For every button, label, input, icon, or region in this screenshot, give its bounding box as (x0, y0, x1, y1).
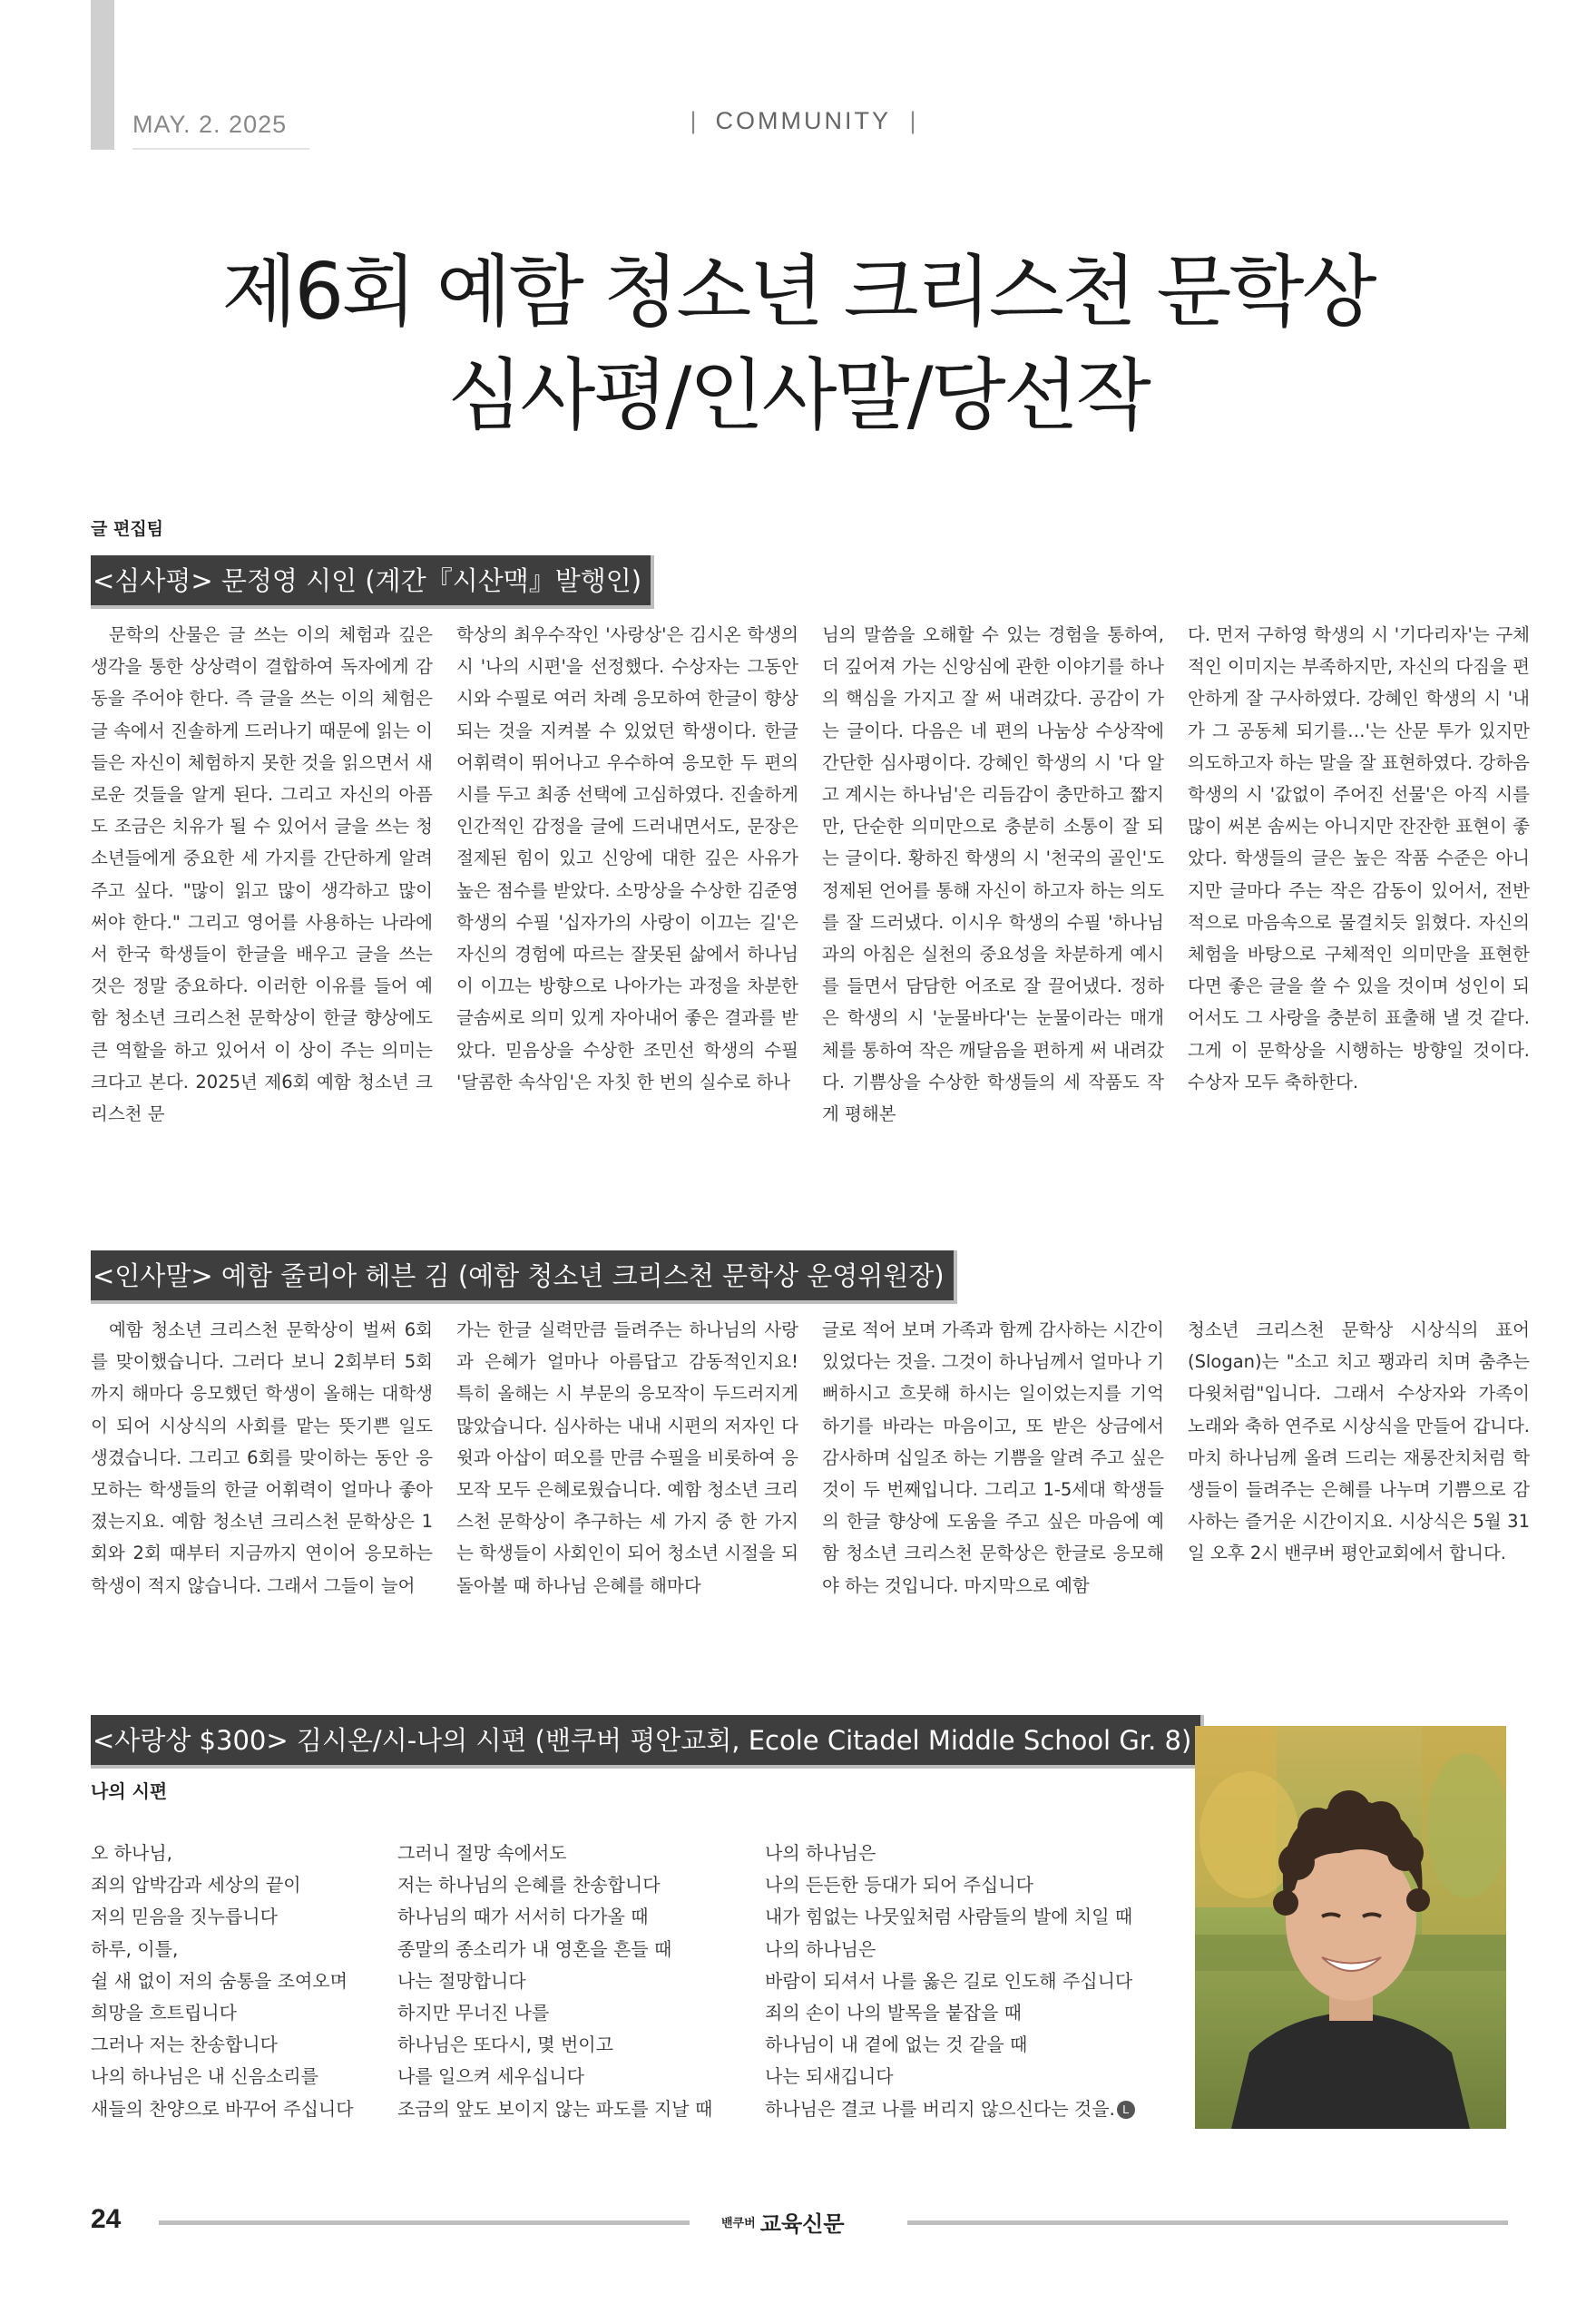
article-title (0, 240, 1596, 447)
poem-line: 나의 하나님은 (765, 1937, 876, 1960)
poem-line: 하나님의 때가 서서히 다가올 때 (397, 1906, 649, 1928)
footer-rule-left (159, 2220, 690, 2225)
greeting-body (91, 1314, 1530, 1602)
issue-date: MAY. 2. 2025 (132, 111, 288, 138)
poem-stanza-column (765, 1838, 1182, 2125)
winner-photo (1195, 1726, 1506, 2129)
poem-line: 저는 하나님의 은혜를 찬송합니다 (397, 1874, 661, 1897)
winner-heading: <사랑상 $300> 김시온/시-나의 시편 (밴쿠버 평안교회, Ecole Citadel Middle School Gr. 8) (91, 1715, 1204, 1769)
poem-line: 나의 하나님은 (765, 1842, 876, 1864)
review-column: 문학의 산물은 글 쓰는 이의 체험과 깊은 생각을 통한 상상력이 결합하여 독자에게 감동을 주어야 한다. 즉 글을 쓰는 이의 체험은 글 속에서 진솔하게 드러나기 때문에 읽는 이들은 자신이 체험하지 못한 것을 읽으면서 새로운 것들을 알게 된다. 그리고 자신의 아픔도 조금은 치유가 될 수 있어서 글을 쓰는 청소년들에게 중요한 세 가지를 간단하게 알려 주고 싶다. "많이 읽고 많이 생각하고 많이 써야 한다." 그리고 영어를 사용하는 나라에서 한국 학생들이 한글을 배우고 글을 쓰는 것은 정말 중요하다. 이러한 이유를 들어 예함 청소년 크리스천 문학상이 한글 향상에도 큰 역할을 하고 있어서 이 상이 주는 의미는 크다고 본다. 2025년 제6회 예함 청소년 크리스천 문 (91, 624, 433, 1125)
date-underline (132, 148, 309, 150)
poem-line: 조금의 앞도 보이지 않는 파도를 지날 때 (397, 2097, 713, 2120)
poem-title: 나의 시편 (91, 1780, 168, 1802)
poem-line: 희망을 흐트립니다 (91, 2002, 237, 2024)
poem-line: 내가 힘없는 나뭇잎처럼 사람들의 발에 치일 때 (765, 1906, 1133, 1928)
byline: 글 편집팀 (91, 519, 164, 539)
poem-line: 하지만 무너진 나를 (397, 2002, 550, 2024)
section-name: COMMUNITY (715, 107, 891, 134)
newspaper-logo (721, 2206, 885, 2238)
greeting-column: 가는 한글 실력만큼 들려주는 하나님의 사랑과 은혜가 얼마나 아름답고 감동적인지요! 특히 올해는 시 부문의 응모작이 두드러지게 많았습니다. 심사하는 내내 시편의 저자인 다윗과 아삽이 떠오를 만큼 수필을 비롯하여 응모작 모두 은혜로웠습니다. 예함 청소년 크리스천 문학상이 추구하는 세 가지 중 한 가지는 학생들이 사회인이 되어 청소년 시절을 되돌아볼 때 하나님 은혜를 해마다 (456, 1319, 798, 1596)
review-body (91, 619, 1530, 1130)
header-accent-bar (91, 0, 114, 150)
poem-line: 종말의 종소리가 내 영혼을 흔들 때 (397, 1937, 672, 1960)
poem-line: 나의 든든한 등대가 되어 주십니다 (765, 1874, 1033, 1897)
poem-line: 새들의 찬양으로 바꾸어 주십니다 (91, 2097, 354, 2120)
poem-line: 나는 되새깁니다 (765, 2065, 894, 2088)
footer-rule-right (907, 2220, 1508, 2225)
article-end-icon: L (1117, 2101, 1135, 2119)
review-heading: <심사평> 문정영 시인 (계간『시산맥』발행인) (91, 555, 654, 609)
poem-line: 나는 절망합니다 (397, 1969, 526, 1992)
title-line-2: 심사평/인사말/당선작 (447, 350, 1149, 441)
poem-line: 오 하나님, (91, 1842, 172, 1864)
poem-stanza-column (91, 1838, 397, 2125)
poem-line: 바람이 되셔서 나를 옳은 길로 인도해 주십니다 (765, 1969, 1133, 1992)
logo-name: 교육신문 (759, 2211, 845, 2237)
poem-line: 죄의 손이 나의 발목을 붙잡을 때 (765, 2002, 1022, 2024)
greeting-column: 글로 적어 보며 가족과 함께 감사하는 시간이 있었다는 것을. 그것이 하나님께서 얼마나 기뻐하시고 흐뭇해 하시는 일이었는지를 기억하기를 바라는 마음이고, 또 받은 상금에서 감사하며 십일조 하는 기쁨을 알려 주고 싶은 것이 두 번째입니다. 그리고 1-5세대 학생들의 한글 향상에 도움을 주고 싶은 마음에 예함 청소년 크리스천 문학상은 한글로 응모해야 하는 것입니다. 마지막으로 예함 (822, 1319, 1164, 1596)
poem-stanza-column (397, 1838, 765, 2125)
poem-body (91, 1838, 1182, 2125)
poem-line: 그러니 절망 속에서도 (397, 1842, 567, 1864)
poem-line: 하나님은 또다시, 몇 번이고 (397, 2034, 613, 2056)
title-line-1: 제6회 예함 청소년 크리스천 문학상 (221, 247, 1375, 338)
poem-line: 나의 하나님은 내 신음소리를 (91, 2065, 318, 2088)
greeting-heading: <인사말> 예함 줄리아 헤븐 김 (예함 청소년 크리스천 문학상 운영위원장) (91, 1250, 957, 1304)
greeting-column: 예함 청소년 크리스천 문학상이 벌써 6회를 맞이했습니다. 그러다 보니 2회부터 5회까지 해마다 응모했던 학생이 올해는 대학생이 되어 시상식의 사회를 맡는 뜻기쁜 일도 생겼습니다. 그리고 6회를 맞이하는 동안 응모하는 학생들의 한글 어휘력이 얼마나 좋아졌는지요. 예함 청소년 크리스천 문학상은 1회와 2회 때부터 지금까지 연이어 응모하는 학생이 적지 않습니다. 그래서 그들이 늘어 (91, 1319, 433, 1596)
poem-line (765, 2093, 1182, 2125)
review-column: 다. 먼저 구하영 학생의 시 '기다리자'는 구체적인 이미지는 부족하지만, 자신의 다짐을 편안하게 잘 구사하였다. 강혜인 학생의 시 '내가 그 공동체 되기를…'는 산문 투가 있지만 의도하고자 하는 말을 잘 표현하였다. 강하음 학생의 시 '값없이 주어진 선물'은 아직 시를 많이 써본 솜씨는 아니지만 잔잔한 표현이 좋았다. 학생들의 글은 높은 작품 수준은 아니지만 글마다 주는 작은 감동이 있어서, 전반적으로 마음속으로 물결치듯 읽혔다. 자신의 체험을 바탕으로 구체적인 의미만을 표현한다면 좋은 글을 쓸 수 있을 것이며 성인이 되어서도 그 사랑을 충분히 표출해 낼 것 같다. 그게 이 문학상을 시행하는 방향일 것이다. 수상자 모두 축하한다. (1188, 624, 1530, 1093)
logo-prefix: 밴쿠버 (721, 2217, 756, 2230)
greeting-column: 청소년 크리스천 문학상 시상식의 표어(Slogan)는 "소고 치고 꽹과리 치며 춤추는 다윗처럼"입니다. 그래서 수상자와 가족이 노래와 축하 연주로 시상식을 만들어 갑니다. 마치 하나님께 올려 드리는 재롱잔치처럼 학생들이 들려주는 은혜를 나누며 기쁨으로 감사하는 즐거운 시간이지요. 시상식은 5월 31일 오후 2시 밴쿠버 평안교회에서 합니다. (1188, 1319, 1530, 1564)
poem-line: 그러나 저는 찬송합니다 (91, 2034, 278, 2056)
poem-line: 하나님이 내 곁에 없는 것 같을 때 (765, 2034, 1028, 2056)
poem-last-line: 하나님은 결코 나를 버리지 않으신다는 것을. (765, 2097, 1115, 2120)
winner-portrait-illustration (1195, 1726, 1506, 2129)
poem-line: 나를 일으켜 세우십니다 (397, 2065, 584, 2088)
section-label: | COMMUNITY | (690, 107, 916, 134)
poem-line: 쉴 새 없이 저의 숨통을 조여오며 (91, 1969, 348, 1992)
poem-line: 하루, 이틀, (91, 1937, 179, 1960)
poem-line: 죄의 압박감과 세상의 끝이 (91, 1874, 301, 1897)
page-number: 24 (91, 2204, 122, 2234)
review-column: 님의 말씀을 오해할 수 있는 경험을 통하여, 더 깊어져 가는 신앙심에 관한 이야기를 하나의 핵심을 가지고 잘 써 내려갔다. 공감이 가는 글이다. 다음은 네 편의 나눔상 수상작에 간단한 심사평이다. 강혜인 학생의 시 '다 알고 계시는 하나님'은 리듬감이 충만하고 짧지만, 단순한 의미만으로 충분히 소통이 잘 되는 글이다. 황하진 학생의 시 '천국의 골인'도 정제된 언어를 통해 자신이 하고자 하는 의도를 잘 드러냈다. 이시우 학생의 수필 '하나님과의 아침은 실천의 중요성을 차분하게 예시를 들면서 담담한 어조로 잘 끌어냈다. 정하은 학생의 시 '눈물바다'는 눈물이라는 매개체를 통하여 작은 깨달음을 편하게 써 내려갔다. 기쁨상을 수상한 학생들의 세 작품도 작게 평해본 (822, 624, 1164, 1125)
review-column: 학상의 최우수작인 '사랑상'은 김시온 학생의 시 '나의 시편'을 선정했다. 수상자는 그동안 시와 수필로 여러 차례 응모하여 한글이 향상되는 것을 지켜볼 수 있었던 학생이다. 한글 어휘력이 뛰어나고 우수하여 응모한 두 편의 시를 두고 최종 선택에 고심하였다. 진솔하게 인간적인 감정을 글에 드러내면서도, 문장은 절제된 힘이 있고 신앙에 대한 깊은 사유가 높은 점수를 받았다. 소망상을 수상한 김준영 학생의 수필 '십자가의 사랑이 이끄는 길'은 자신의 경험에 따르는 잘못된 삶에서 하나님이 이끄는 방향으로 나아가는 과정을 차분한 글솜씨로 의미 있게 자아내어 좋은 결과를 받았다. 믿음상을 수상한 조민선 학생의 수필 '달콤한 속삭임'은 자칫 한 번의 실수로 하나 (456, 624, 798, 1093)
poem-line: 저의 믿음을 짓누릅니다 (91, 1906, 278, 1928)
